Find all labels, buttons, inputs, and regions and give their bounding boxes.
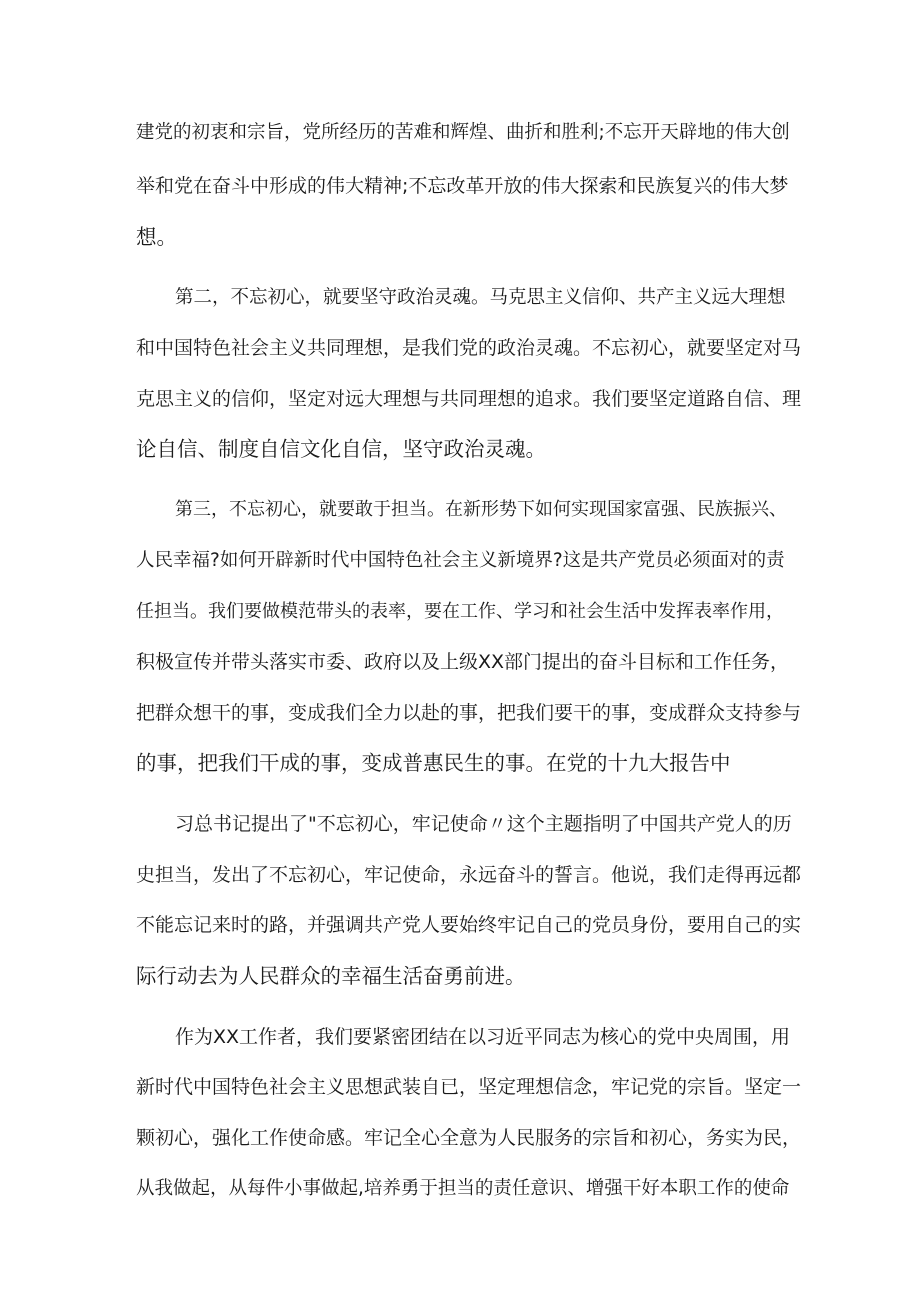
- text-line: 不能忘记来时的路，并强调共产党人要始终牢记自己的党员身份，要用自己的实: [136, 914, 802, 936]
- text-line: 克思主义的信仰，坚定对远大理想与共同理想的追求。我们要坚定道路自信、理: [136, 388, 802, 410]
- text-line: 积极宣传并带头落实市委、政府以及上级XX部门提出的奋斗目标和工作任务，: [136, 651, 790, 673]
- text-line: 颗初心，强化工作使命感。牢记全心全意为人民服务的宗旨和初心，务实为民，: [136, 1127, 802, 1149]
- text-line: 习总书记提出了"不忘初心，牢记使命〃这个主题指明了中国共产党人的历: [175, 813, 792, 835]
- text-line: 把群众想干的事，变成我们全力以赴的事，把我们要干的事，变成群众支持参与: [136, 702, 802, 724]
- text-line: 际行动去为人民群众的幸福生活奋勇前进。: [136, 964, 526, 988]
- text-line: 想。: [136, 225, 177, 249]
- text-line: 从我做起，从每件小事做起,培养勇于担当的责任意识、增强干好本职工作的使命: [136, 1178, 790, 1199]
- text-line: 和中国特色社会主义共同理想，是我们党的政治灵魂。不忘初心，就要坚定对马: [136, 337, 802, 359]
- text-line: 作为XX工作者，我们要紧密团结在以习近平同志为核心的党中央周围，用: [175, 1026, 791, 1048]
- text-line: 论自信、制度自信文化自信，坚守政治灵魂。: [136, 437, 546, 461]
- text-line: 的事，把我们干成的事，变成普惠民生的事。在党的十九大报告中: [136, 751, 731, 775]
- text-line: 任担当。我们要做模范带头的表率，要在工作、学习和社会生活中发挥表率作用，: [136, 601, 784, 622]
- text-line: 人民幸福?如何开辟新时代中国特色社会主义新境界?这是共产党员必须面对的责: [136, 550, 785, 571]
- text-line: 第三，不忘初心，就要敢于担当。在新形势下如何实现国家富强、民族振兴、: [175, 499, 787, 520]
- text-line: 史担当，发出了不忘初心，牢记使命，永远奋斗的誓言。他说，我们走得再远都: [136, 864, 802, 886]
- text-line: 第二，不忘初心，就要坚守政治灵魂。马克思主义信仰、共产主义远大理想: [175, 287, 786, 308]
- text-line: 建党的初衷和宗旨，党所经历的苦难和辉煌、曲折和胜利;不忘开天辟地的伟大创: [136, 122, 790, 143]
- text-line: 举和党在奋斗中形成的伟大精神;不忘改革开放的伟大探索和民族复兴的伟大梦: [136, 175, 789, 197]
- text-line: 新时代中国特色社会主义思想武装自已，坚定理想信念，牢记党的宗旨。坚定一: [136, 1076, 802, 1098]
